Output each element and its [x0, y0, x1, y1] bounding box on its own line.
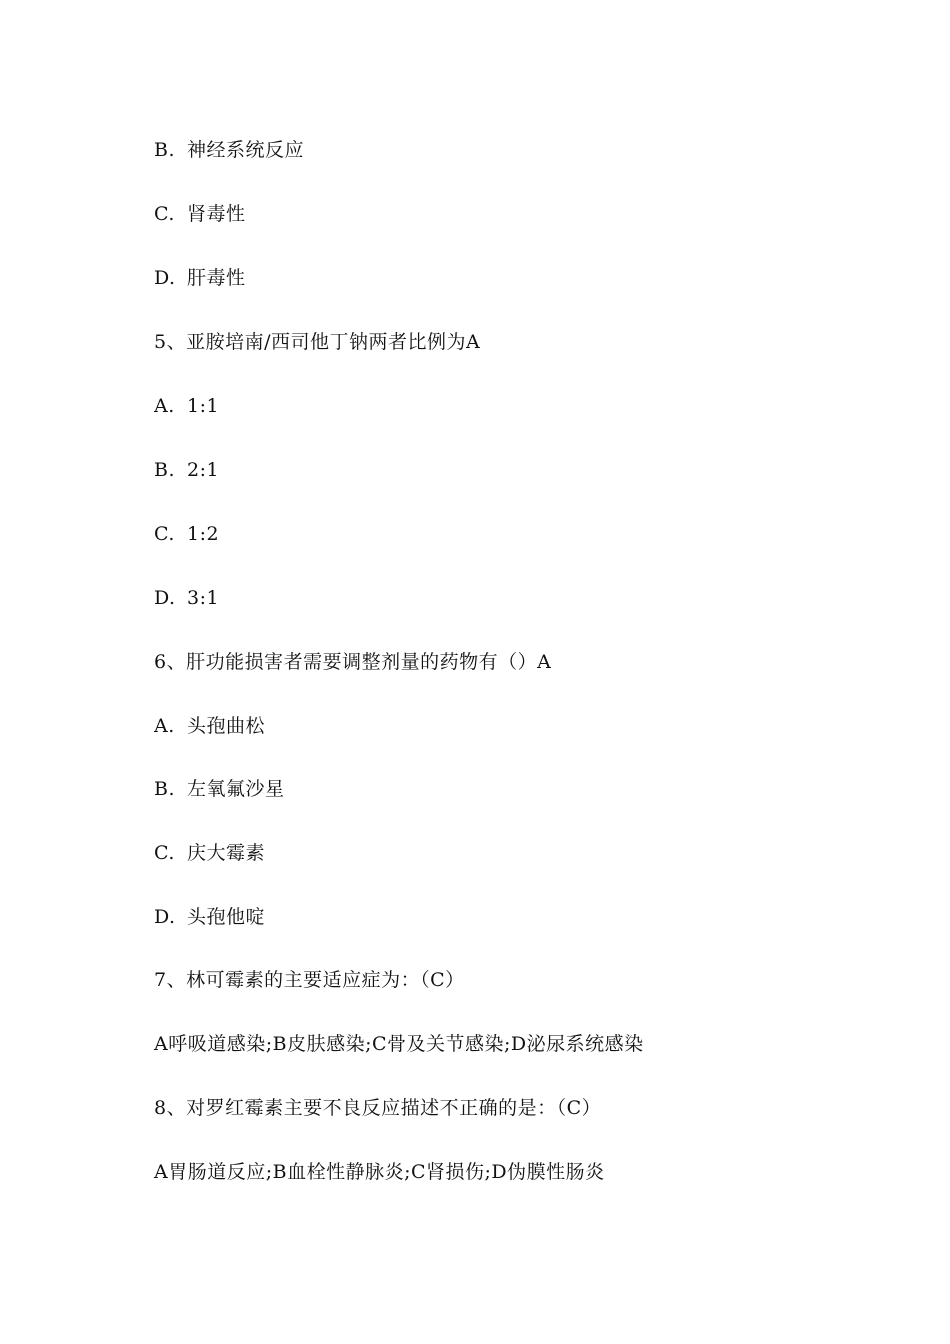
question-text: 5、亚胺培南/西司他丁钠两者比例为A — [154, 331, 481, 353]
option-text: 1:1 — [187, 395, 220, 417]
option-line — [154, 777, 285, 801]
question-line — [154, 1096, 601, 1120]
option-line — [154, 394, 219, 418]
option-text: 1:2 — [187, 523, 220, 545]
option-line — [154, 202, 246, 226]
option-letter: C. — [154, 523, 175, 545]
option-letter: C. — [154, 203, 175, 225]
option-letter: A. — [154, 395, 175, 417]
option-line — [154, 522, 219, 546]
option-letter: D. — [154, 906, 176, 928]
option-text: 庆大霉素 — [187, 842, 266, 864]
question-line — [154, 968, 465, 992]
option-text: 左氧氟沙星 — [187, 778, 285, 800]
option-letter: B. — [154, 139, 176, 161]
option-letter: C. — [154, 842, 175, 864]
inline-options-text: A呼吸道感染;B皮肤感染;C骨及关节感染;D泌尿系统感染 — [154, 1033, 644, 1055]
inline-options-line — [154, 1160, 605, 1184]
option-line — [154, 905, 265, 929]
option-text: 2:1 — [187, 459, 220, 481]
option-line — [154, 266, 246, 290]
option-text: 神经系统反应 — [187, 139, 305, 161]
option-text: 头孢曲松 — [187, 715, 266, 737]
inline-options-line — [154, 1032, 644, 1056]
inline-options-text: A胃肠道反应;B血栓性静脉炎;C肾损伤;D伪膜性肠炎 — [154, 1161, 605, 1183]
option-letter: D. — [154, 587, 176, 609]
option-text: 肝毒性 — [187, 267, 246, 289]
option-letter: D. — [154, 267, 176, 289]
question-text: 8、对罗红霉素主要不良反应描述不正确的是：（C） — [154, 1097, 602, 1119]
option-line — [154, 841, 265, 865]
question-line — [154, 650, 551, 674]
option-line — [154, 586, 219, 610]
option-line — [154, 714, 265, 738]
option-text: 头孢他啶 — [187, 906, 266, 928]
option-letter: B. — [154, 778, 176, 800]
option-letter: B. — [154, 459, 176, 481]
option-line — [154, 138, 304, 162]
option-line — [154, 458, 219, 482]
question-line — [154, 330, 480, 354]
question-text: 6、肝功能损害者需要调整剂量的药物有（）A — [154, 651, 552, 673]
option-text: 肾毒性 — [187, 203, 246, 225]
question-text: 7、林可霉素的主要适应症为：（C） — [154, 969, 465, 991]
option-text: 3:1 — [187, 587, 220, 609]
option-letter: A. — [154, 715, 175, 737]
